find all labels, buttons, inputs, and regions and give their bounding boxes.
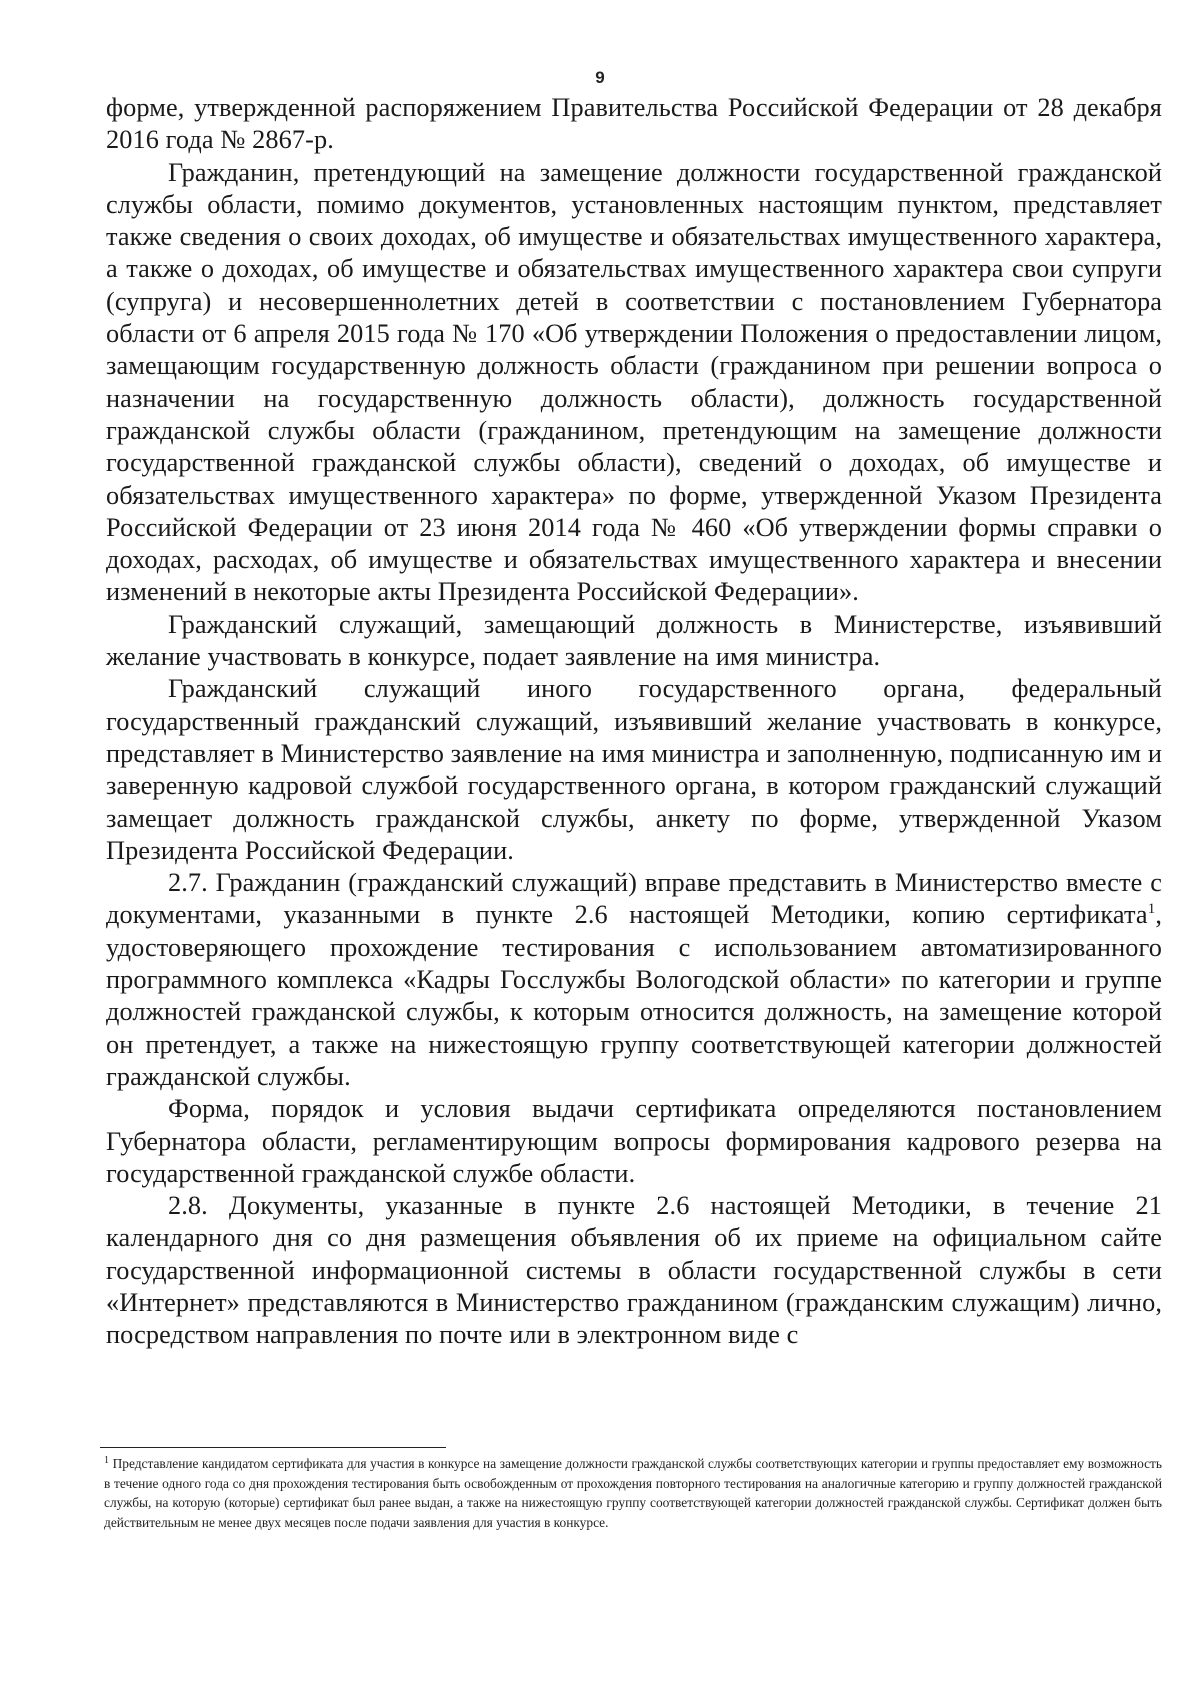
- paragraph-other-agency-servant: Гражданский служащий иного государственного органа, федеральный государственный гражданский служащий, изъявивший желание участвовать в конкурсе, представляет в Министерство заявление на имя министра и заполненную, подписанную им и заверенную кадровой службой государственного органа, в котором гражданский служащий замещает должность гражданской службы, анкету по форме, утвержденной Указом Президента Российской Федерации.: [106, 674, 1162, 865]
- paragraph-2-7-text-end: , удостоверяющего прохождение тестирования с использованием автоматизированного программного комплекса «Кадры Госслужбы Вологодской области» по категории и группе должностей гражданской службы, к которым относится должность, на замещение которой он претендует, а также на нижестоящую группу соответствующей категории должностей гражданской службы.: [106, 900, 1162, 1091]
- body-text: [106, 92, 1162, 1352]
- paragraph-certificate-procedure: Форма, порядок и условия выдачи сертификата определяются постановлением Губернатора области, регламентирующим вопросы формирования кадрового резерва на государственной гражданской службе области.: [106, 1094, 1162, 1188]
- footnote-separator: [100, 1447, 446, 1448]
- paragraph-2-7-certificate: [106, 867, 1162, 1093]
- page-number: 9: [595, 68, 605, 87]
- footnote-text: Представление кандидатом сертификата для участия в конкурсе на замещение должности гражданской службы соответствующих категории и группы предоставляет ему возможность в течение одного года со дня прохождения тестирования быть освобожденным от прохождения повторного тестирования на аналогичные категорию и группу должностей гражданской службы, на которую (которые) сертификат был ранее выдан, а также на нижестоящую группу соответствующей категории должностей гражданской службы. Сертификат должен быть действительным не менее двух месяцев после подачи заявления для участия в конкурсе.: [104, 1456, 1162, 1530]
- footnotes: [104, 1454, 1162, 1532]
- footnote-reference: 1: [1147, 901, 1156, 918]
- paragraph-continuation: форме, утвержденной распоряжением Правительства Российской Федерации от 28 декабря 2016 года № 2867-р.: [106, 93, 1162, 155]
- paragraph-2-7-text-start: 2.7. Гражданин (гражданский служащий) вправе представить в Министерство вместе с документами, указанными в пункте 2.6 настоящей Методики, копию сертификата: [106, 868, 1162, 930]
- footnote-mark: 1: [104, 1455, 109, 1466]
- footnote-1: [104, 1454, 1162, 1532]
- paragraph-2-8-submission: 2.8. Документы, указанные в пункте 2.6 настоящей Методики, в течение 21 календарного дня со дня размещения объявления об их приеме на официальном сайте государственной информационной системы в области государственной службы в сети «Интернет» представляются в Министерство гражданином (гражданским служащим) лично, посредством направления по почте или в электронном виде с: [106, 1191, 1162, 1350]
- paragraph-civil-servant-application: Гражданский служащий, замещающий должность в Министерстве, изъявивший желание участвовать в конкурсе, подает заявление на имя министра.: [106, 609, 1162, 672]
- paragraph-income-disclosure: Гражданин, претендующий на замещение должности государственной гражданской службы области, помимо документов, установленных настоящим пунктом, представляет также сведения о своих доходах, об имуществе и обязательствах имущественного характера, а также о доходах, об имуществе и обязательствах имущественного характера свои супруги (супруга) и несовершеннолетних детей в соответствии с постановлением Губернатора области от 6 апреля 2015 года № 170 «Об утверждении Положения о предоставлении лицом, замещающим государственную должность области (гражданином при решении вопроса о назначении на государственную должность области), должность государственной гражданской службы области (гражданином, претендующим на замещение должности государственной гражданской службы области), сведений о доходах, об имуществе и обязательствах имущественного характера» по форме, утвержденной Указом Президента Российской Федерации от 23 июня 2014 года № 460 «Об утверждении формы справки о доходах, расходах, об имуществе и обязательствах имущественного характера и внесении изменений в некоторые акты Президента Российской Федерации».: [106, 157, 1162, 607]
